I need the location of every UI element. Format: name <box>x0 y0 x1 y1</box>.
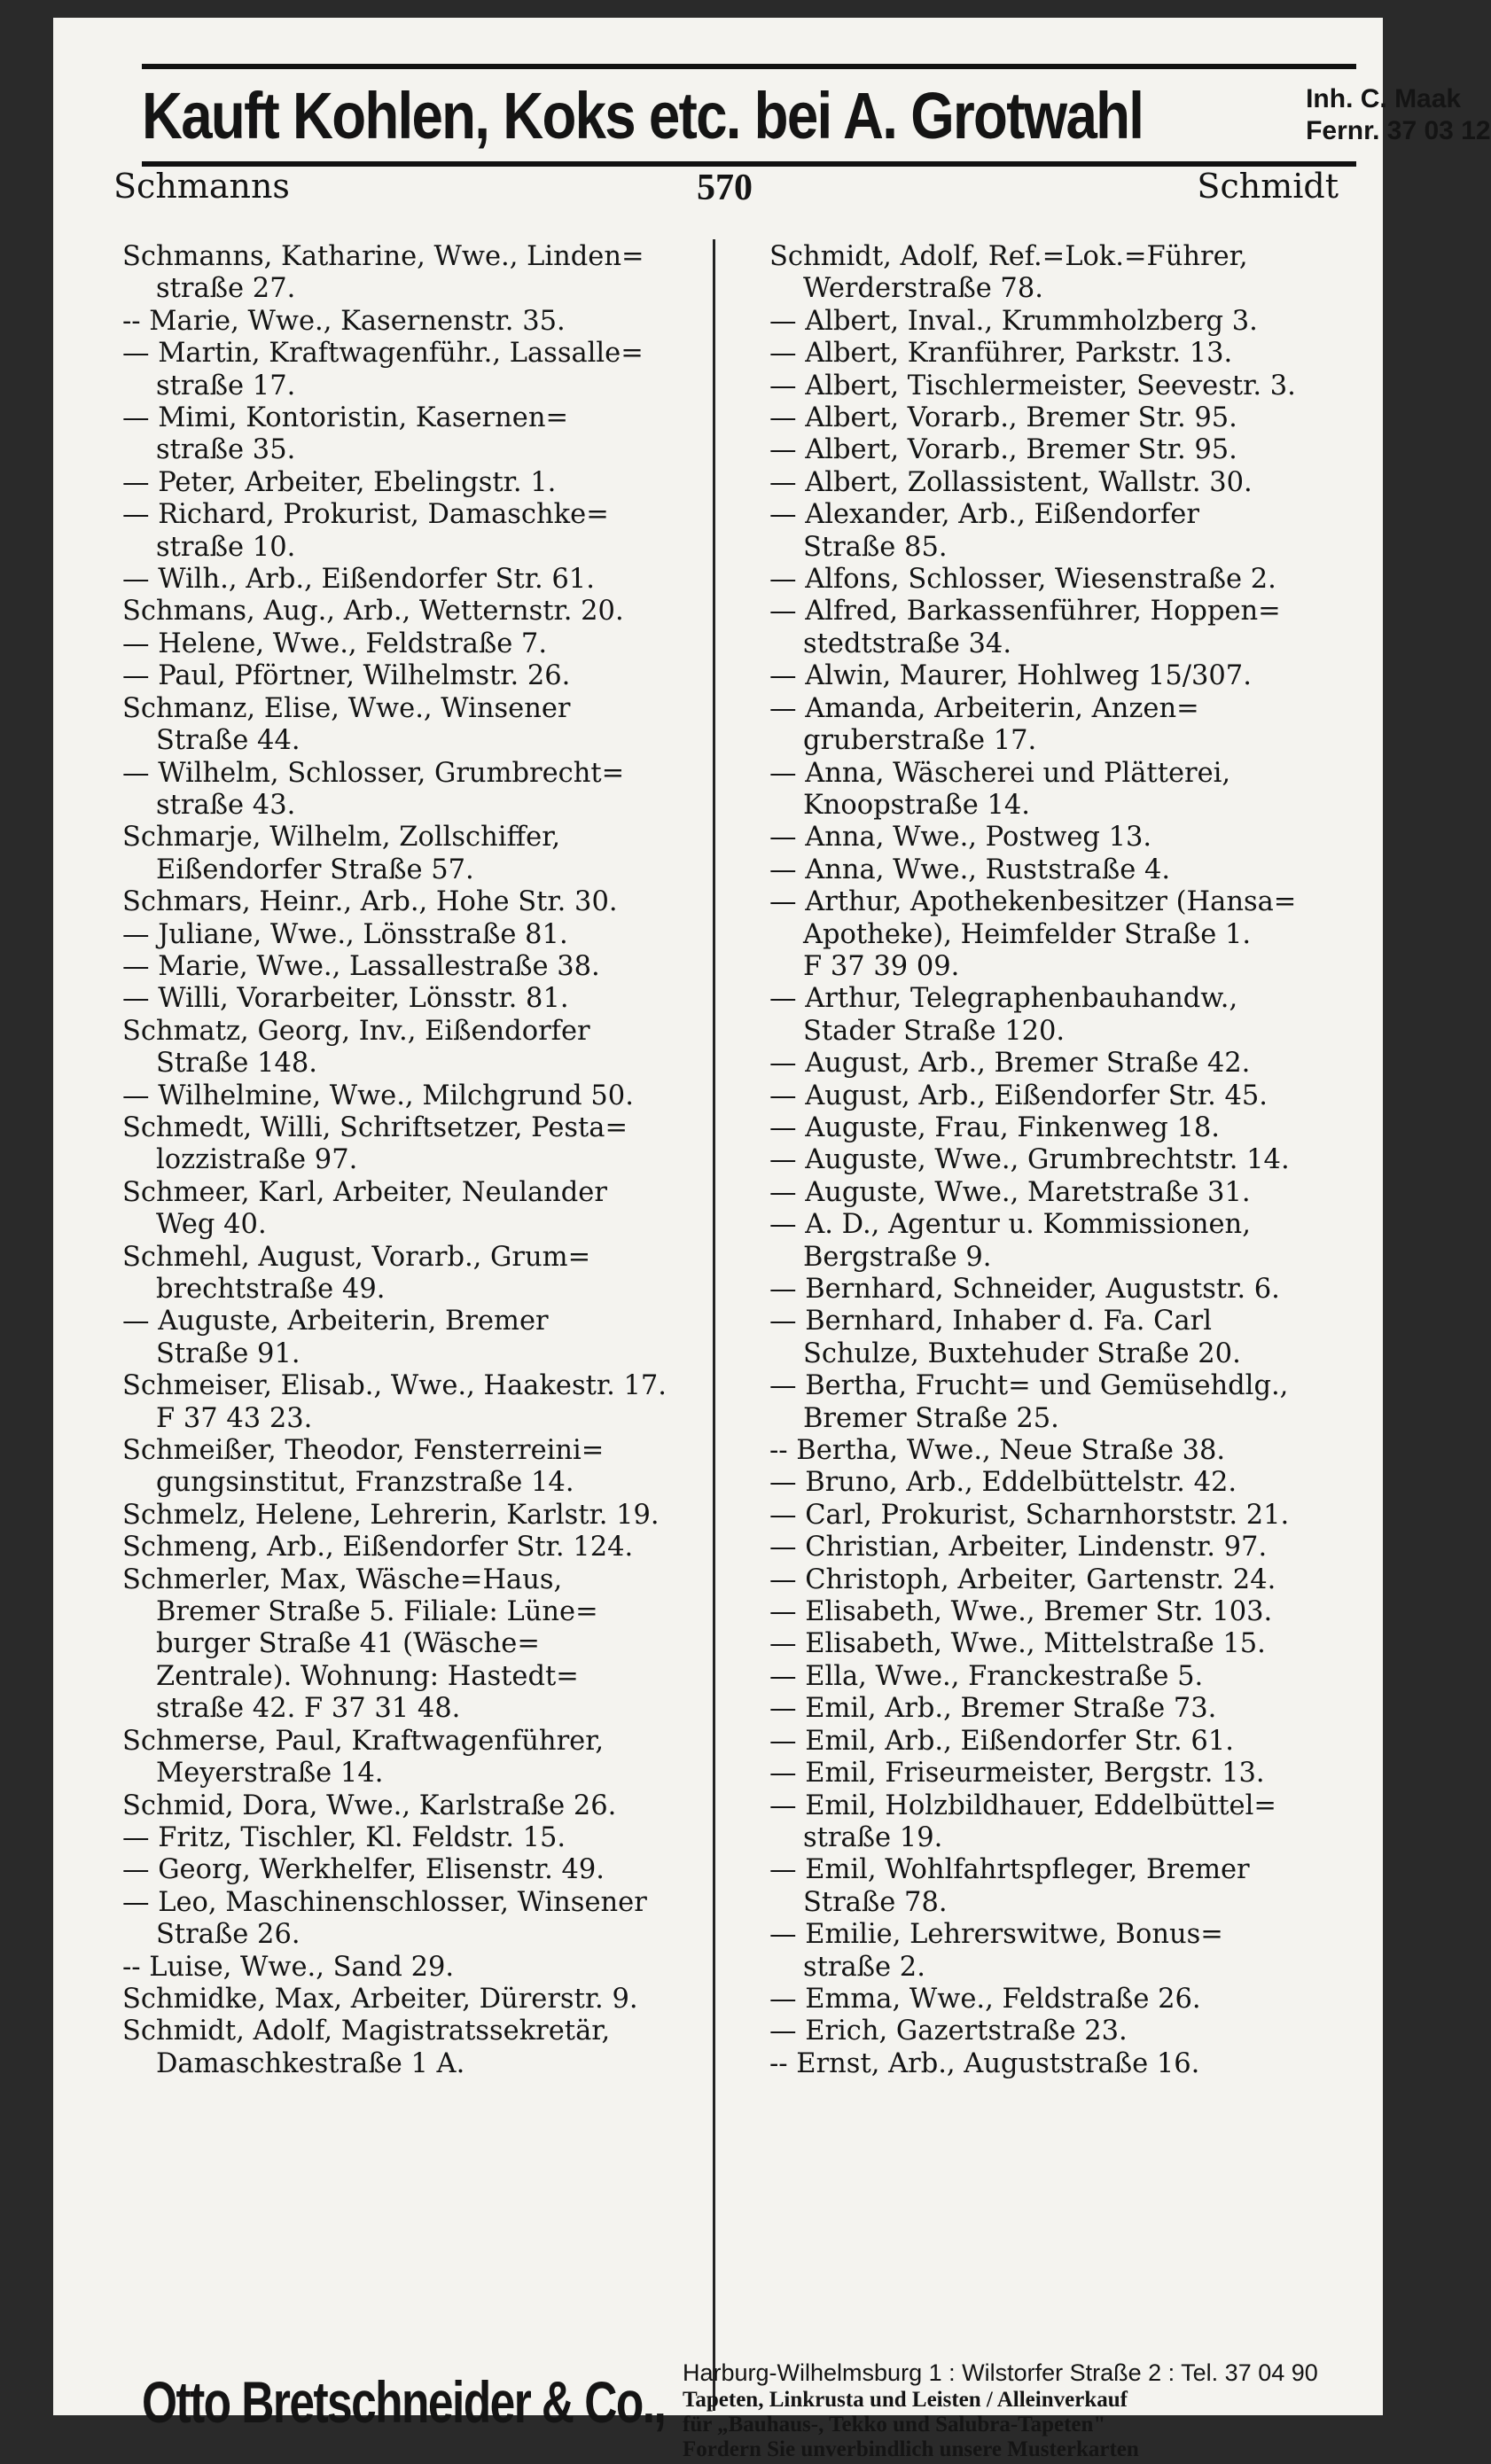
directory-entry <box>769 1854 1362 1919</box>
entry-line: Schmarje, Wilhelm, Zollschiffer, <box>122 822 561 854</box>
entry-continuation: Straße 85. <box>803 531 948 563</box>
entry-line: — Emil, Wohlfahrtspfleger, Bremer <box>769 1854 1250 1886</box>
entry-line: — Christian, Arbeiter, Lindenstr. 97. <box>769 1532 1268 1563</box>
entry-line: — Emil, Friseurmeister, Bergstr. 13. <box>769 1758 1265 1790</box>
top-ad-owner: Inh. C. Maak <box>1306 84 1462 113</box>
directory-entry <box>122 338 714 402</box>
entry-continuation: Zentrale). Wohnung: Hastedt= <box>156 1660 579 1692</box>
entry-continuation: Straße 26. <box>156 1919 301 1951</box>
directory-entry <box>122 1564 714 1726</box>
directory-entry <box>769 1596 1362 1628</box>
entry-continuation: Straße 91. <box>156 1337 301 1369</box>
directory-entry <box>769 1726 1362 1758</box>
entry-line: — Leo, Maschinenschlosser, Winsener <box>122 1886 647 1918</box>
header-first-name: Schmanns <box>113 167 290 206</box>
bottom-ad-address: Harburg-Wilhelmsburg 1 : Wilstorfer Straße 2 : Tel. 37 04 90 <box>683 2359 1318 2386</box>
directory-entry <box>769 886 1362 983</box>
entry-line: — Bruno, Arb., Eddelbüttelstr. 42. <box>769 1467 1237 1499</box>
directory-entry <box>769 1080 1362 1112</box>
entry-line: — Wilh., Arb., Eißendorfer Str. 61. <box>122 564 595 596</box>
entry-continuation: Straße 148. <box>156 1048 317 1080</box>
directory-entry <box>769 596 1362 660</box>
directory-entry <box>769 1274 1362 1306</box>
entry-line: — Albert, Zollassistent, Wallstr. 30. <box>769 466 1253 498</box>
entry-line: — Juliane, Wwe., Lönsstraße 81. <box>122 918 568 950</box>
entry-line: — Alwin, Maurer, Hohlweg 15/307. <box>769 660 1252 692</box>
directory-entry <box>769 1500 1362 1532</box>
entry-continuation: Damaschkestraße 1 A. <box>156 2047 465 2079</box>
directory-entry <box>122 758 714 823</box>
entry-line: — Christoph, Arbeiter, Gartenstr. 24. <box>769 1563 1276 1595</box>
directory-entry <box>122 1984 714 2016</box>
entry-line: — Emilie, Lehrerswitwe, Bonus= <box>769 1919 1223 1951</box>
directory-entry <box>769 306 1362 338</box>
directory-entry <box>122 306 714 338</box>
entry-line: — Emil, Holzbildhauer, Eddelbüttel= <box>769 1790 1276 1821</box>
entry-line: Schmanns, Katharine, Wwe., Linden= <box>122 241 644 272</box>
directory-entry <box>769 1370 1362 1435</box>
entry-line: — Elisabeth, Wwe., Mittelstraße 15. <box>769 1628 1266 1660</box>
entry-line: — Ella, Wwe., Franckestraße 5. <box>769 1660 1204 1692</box>
directory-entry <box>122 467 714 499</box>
entry-line: Schmid, Dora, Wwe., Karlstraße 26. <box>122 1790 617 1821</box>
directory-entry <box>769 1435 1362 1467</box>
entry-line: — August, Arb., Eißendorfer Str. 45. <box>769 1080 1268 1111</box>
entry-continuation: stedtstraße 34. <box>803 628 1012 659</box>
directory-entry <box>769 854 1362 886</box>
directory-entry <box>122 1435 714 1500</box>
directory-page <box>53 18 1491 2461</box>
directory-entry <box>769 1790 1362 1855</box>
entry-continuation: straße 10. <box>156 531 296 563</box>
entry-line: — Wilhelm, Schlosser, Grumbrecht= <box>122 757 625 789</box>
entry-continuation: Eißendorfer Straße 57. <box>156 854 474 885</box>
directory-entry <box>122 1790 714 1822</box>
directory-entry <box>122 241 714 306</box>
directory-entry <box>769 1693 1362 1725</box>
entry-line: — Anna, Wwe., Ruststraße 4. <box>769 854 1171 885</box>
entry-line: Schmidt, Adolf, Magistratssekretär, <box>122 2016 611 2047</box>
directory-entry <box>122 1822 714 1854</box>
directory-entry <box>122 1370 714 1435</box>
top-ad-phone: Fernr. 37 03 12 <box>1306 116 1491 145</box>
directory-entry <box>122 1952 714 1984</box>
top-advertisement <box>142 64 1491 167</box>
directory-entry <box>122 822 714 886</box>
directory-entry <box>769 758 1362 823</box>
entry-line: Schmedt, Willi, Schriftsetzer, Pesta= <box>122 1111 628 1143</box>
entry-line: — Albert, Inval., Krummholzberg 3. <box>769 305 1258 337</box>
directory-entry <box>122 1854 714 1886</box>
entry-line: — Auguste, Wwe., Grumbrechtstr. 14. <box>769 1144 1290 1176</box>
directory-entry <box>769 402 1362 434</box>
directory-entry <box>769 1467 1362 1499</box>
directory-entry <box>769 1758 1362 1790</box>
entry-line: — Paul, Pförtner, Wilhelmstr. 26. <box>122 660 571 692</box>
entry-continuation: F 37 43 23. <box>156 1402 313 1434</box>
directory-entry <box>122 564 714 596</box>
entry-line: Schmeer, Karl, Arbeiter, Neulander <box>122 1176 607 1208</box>
directory-entry <box>769 1919 1362 1984</box>
entry-continuation: Weg 40. <box>156 1209 267 1241</box>
entry-continuation: F 37 39 09. <box>803 950 960 982</box>
entry-line: — Albert, Kranführer, Parkstr. 13. <box>769 338 1233 370</box>
entry-line: Schmeiser, Elisab., Wwe., Haakestr. 17. <box>122 1370 667 1402</box>
entry-line: — Carl, Prokurist, Scharnhorststr. 21. <box>769 1499 1290 1531</box>
directory-entry <box>769 564 1362 596</box>
directory-entry <box>122 1016 714 1080</box>
column-divider <box>713 239 715 2411</box>
entry-continuation: straße 35. <box>156 434 296 466</box>
entry-line: Schmars, Heinr., Arb., Hohe Str. 30. <box>122 886 618 918</box>
page-number: 570 <box>697 168 753 208</box>
entry-continuation: Straße 44. <box>156 725 301 757</box>
entry-line: — Emil, Arb., Bremer Straße 73. <box>769 1693 1217 1725</box>
directory-entry <box>769 1564 1362 1596</box>
directory-entry <box>769 1144 1362 1176</box>
entry-line: — Erich, Gazertstraße 23. <box>769 2016 1128 2047</box>
entry-continuation: gungsinstitut, Franzstraße 14. <box>156 1467 574 1499</box>
entry-line: -- Ernst, Arb., Auguststraße 16. <box>769 2047 1200 2079</box>
directory-entry <box>769 499 1362 564</box>
directory-entry <box>769 1661 1362 1693</box>
directory-entry <box>769 434 1362 466</box>
directory-entry <box>122 1112 714 1177</box>
entry-continuation: Werderstraße 78. <box>803 273 1043 305</box>
entry-line: Schmidke, Max, Arbeiter, Dürerstr. 9. <box>122 1983 638 2015</box>
directory-entry <box>769 822 1362 854</box>
entry-line: — Georg, Werkhelfer, Elisenstr. 49. <box>122 1854 605 1886</box>
entry-continuation: Bremer Straße 25. <box>803 1402 1059 1434</box>
bottom-advertisement <box>142 2359 1365 2464</box>
directory-entry <box>122 1080 714 1112</box>
entry-line: Schmeißer, Theodor, Fensterreini= <box>122 1435 605 1467</box>
directory-entry <box>769 1177 1362 1209</box>
entry-continuation: straße 17. <box>156 370 296 402</box>
entry-continuation: Bremer Straße 5. Filiale: Lüne= <box>156 1596 598 1628</box>
bottom-ad-company: Otto Bretschneider & Co., <box>142 2369 666 2435</box>
entry-line: Schmatz, Georg, Inv., Eißendorfer <box>122 1015 590 1047</box>
bottom-ad-line3: für „Bauhaus-, Tekko und Salubra-Tapeten" <box>683 2413 1106 2437</box>
directory-entry <box>122 499 714 564</box>
entry-line: — Alfons, Schlosser, Wiesenstraße 2. <box>769 564 1276 596</box>
top-ad-contact <box>1306 83 1490 147</box>
entry-line: — August, Arb., Bremer Straße 42. <box>769 1048 1251 1080</box>
directory-entry <box>122 919 714 951</box>
entry-continuation: Stader Straße 120. <box>803 1015 1066 1047</box>
directory-entry <box>122 1887 714 1952</box>
entry-line: — Auguste, Wwe., Maretstraße 31. <box>769 1176 1251 1208</box>
entry-line: — Albert, Vorarb., Bremer Str. 95. <box>769 402 1237 434</box>
entry-line: — Fritz, Tischler, Kl. Feldstr. 15. <box>122 1821 566 1853</box>
entry-line: — Arthur, Apothekenbesitzer (Hansa= <box>769 886 1297 918</box>
entry-continuation: Knoopstraße 14. <box>803 789 1030 821</box>
entry-line: — Bernhard, Inhaber d. Fa. Carl <box>769 1306 1213 1337</box>
directory-entry <box>122 628 714 660</box>
bottom-ad-line4: Fordern Sie unverbindlich unsere Musterkarten <box>683 2437 1139 2461</box>
directory-entry <box>122 693 714 758</box>
directory-entry <box>122 402 714 467</box>
entry-continuation: burger Straße 41 (Wäsche= <box>156 1628 540 1660</box>
entry-line: — Auguste, Frau, Finkenweg 18. <box>769 1111 1220 1143</box>
directory-entry <box>769 693 1362 758</box>
entry-line: -- Marie, Wwe., Kasernenstr. 35. <box>122 305 566 337</box>
directory-entry <box>769 1112 1362 1144</box>
entry-continuation: Meyerstraße 14. <box>156 1758 384 1790</box>
directory-entry <box>122 1726 714 1790</box>
entry-line: Schmans, Aug., Arb., Wetternstr. 20. <box>122 596 624 628</box>
entry-continuation: straße 42. F 37 31 48. <box>156 1693 461 1725</box>
entry-line: -- Luise, Wwe., Sand 29. <box>122 1951 455 1983</box>
directory-entry <box>769 370 1362 402</box>
entry-continuation: straße 27. <box>156 273 296 305</box>
entry-continuation: lozzistraße 97. <box>156 1144 358 1176</box>
entry-line: Schmelz, Helene, Lehrerin, Karlstr. 19. <box>122 1499 660 1531</box>
directory-entry <box>122 1242 714 1306</box>
entry-line: — Amanda, Arbeiterin, Anzen= <box>769 692 1199 724</box>
entry-continuation: gruberstraße 17. <box>803 725 1037 757</box>
entry-line: — Anna, Wäscherei und Plätterei, <box>769 757 1231 789</box>
directory-entry <box>122 1177 714 1242</box>
entry-line: — Anna, Wwe., Postweg 13. <box>769 822 1152 854</box>
directory-entry <box>122 1500 714 1532</box>
entry-continuation: Straße 78. <box>803 1886 948 1918</box>
entry-continuation: straße 2. <box>803 1951 925 1983</box>
entry-continuation: Bergstraße 9. <box>803 1241 992 1273</box>
bottom-ad-line2: Tapeten, Linkrusta und Leisten / Alleinverkauf <box>683 2388 1128 2412</box>
header-last-name: Schmidt <box>1197 167 1339 206</box>
directory-entry <box>769 241 1362 306</box>
directory-entry <box>769 2016 1362 2047</box>
entry-line: — Willi, Vorarbeiter, Lönsstr. 81. <box>122 983 569 1015</box>
entry-line: — Martin, Kraftwagenführ., Lassalle= <box>122 338 644 370</box>
directory-entry <box>769 1306 1362 1370</box>
entry-line: — A. D., Agentur u. Kommissionen, <box>769 1209 1251 1241</box>
entry-line: — Alexander, Arb., Eißendorfer <box>769 499 1199 531</box>
entry-line: Schmehl, August, Vorarb., Grum= <box>122 1241 591 1273</box>
directory-entry <box>769 1628 1362 1660</box>
directory-entry <box>769 660 1362 692</box>
entry-line: -- Bertha, Wwe., Neue Straße 38. <box>769 1435 1226 1467</box>
entry-line: — Elisabeth, Wwe., Bremer Str. 103. <box>769 1596 1273 1628</box>
entry-line: — Emma, Wwe., Feldstraße 26. <box>769 1983 1201 2015</box>
entry-line: — Mimi, Kontoristin, Kasernen= <box>122 402 569 434</box>
directory-entry <box>769 467 1362 499</box>
directory-entry <box>122 2016 714 2080</box>
entry-continuation: straße 19. <box>803 1821 943 1853</box>
entry-line: — Alfred, Barkassenführer, Hoppen= <box>769 596 1281 628</box>
entry-line: — Emil, Arb., Eißendorfer Str. 61. <box>769 1725 1234 1757</box>
entry-line: Schmerler, Max, Wäsche=Haus, <box>122 1563 563 1595</box>
entry-line: — Wilhelmine, Wwe., Milchgrund 50. <box>122 1080 634 1111</box>
right-column <box>769 241 1362 2080</box>
left-column <box>122 241 714 2080</box>
directory-entry <box>769 1048 1362 1080</box>
directory-entry <box>769 983 1362 1048</box>
directory-entry <box>769 1532 1362 1563</box>
entry-line: — Bernhard, Schneider, Auguststr. 6. <box>769 1274 1280 1305</box>
directory-entry <box>122 660 714 692</box>
entry-line: Schmeng, Arb., Eißendorfer Str. 124. <box>122 1532 634 1563</box>
top-ad-slogan: Kauft Kohlen, Koks etc. bei A. Grotwahl <box>142 78 1144 152</box>
directory-entry <box>122 886 714 918</box>
entry-line: — Albert, Vorarb., Bremer Str. 95. <box>769 434 1237 466</box>
entry-line: — Arthur, Telegraphenbauhandw., <box>769 983 1238 1015</box>
directory-entry <box>122 596 714 628</box>
entry-line: — Peter, Arbeiter, Ebelingstr. 1. <box>122 466 557 498</box>
entry-continuation: brechtstraße 49. <box>156 1274 386 1305</box>
directory-entry <box>122 951 714 983</box>
entry-line: — Auguste, Arbeiterin, Bremer <box>122 1306 549 1337</box>
entry-line: Schmanz, Elise, Wwe., Winsener <box>122 692 571 724</box>
directory-entry <box>122 1306 714 1370</box>
entry-line: — Albert, Tischlermeister, Seevestr. 3. <box>769 370 1296 402</box>
directory-entry <box>122 983 714 1015</box>
entry-continuation: Schulze, Buxtehuder Straße 20. <box>803 1337 1241 1369</box>
entry-line: — Richard, Prokurist, Damaschke= <box>122 499 609 531</box>
entry-line: Schmidt, Adolf, Ref.=Lok.=Führer, <box>769 241 1248 272</box>
entry-line: — Helene, Wwe., Feldstraße 7. <box>122 628 548 659</box>
directory-entry <box>769 1984 1362 2016</box>
entry-line: — Marie, Wwe., Lassallestraße 38. <box>122 950 600 982</box>
directory-entry <box>122 1532 714 1563</box>
entry-continuation: Apotheke), Heimfelder Straße 1. <box>803 918 1252 950</box>
entry-line: Schmerse, Paul, Kraftwagenführer, <box>122 1725 605 1757</box>
directory-entry <box>769 1209 1362 1274</box>
entry-continuation: straße 43. <box>156 789 296 821</box>
directory-entry <box>769 2048 1362 2080</box>
directory-entry <box>769 338 1362 370</box>
entry-line: — Bertha, Frucht= und Gemüsehdlg., <box>769 1370 1289 1402</box>
